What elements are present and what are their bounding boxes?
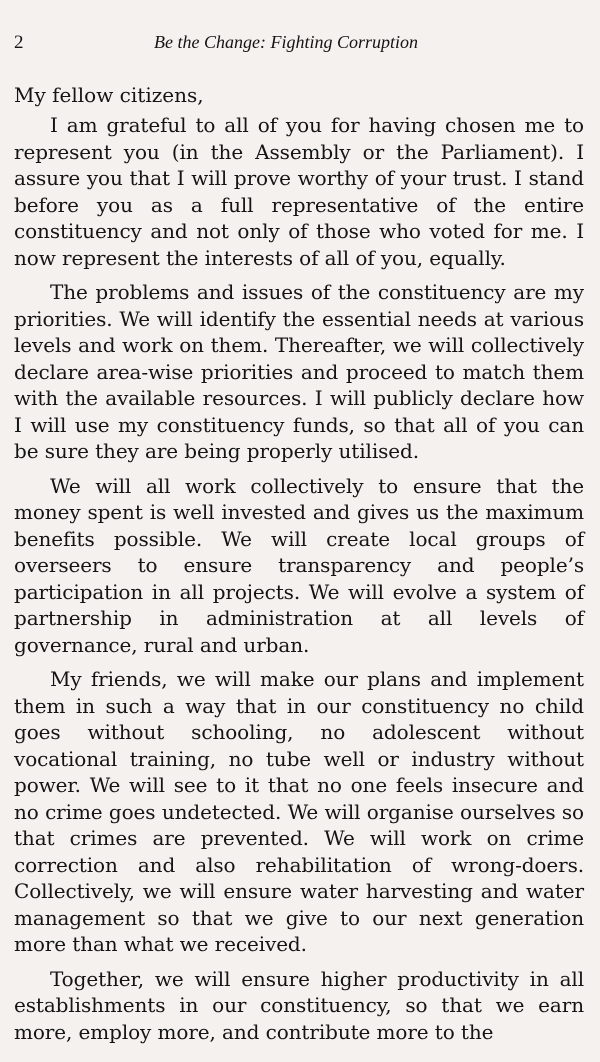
paragraph: The problems and issues of the constituency are my priorities. We will identify the essential needs at various levels and work on them. Thereafter, we will collectively declare area-wise priorities and proceed to match them with the available resources. I will publicly declare how I will use my constituency funds, so that all of you can be sure they are being properly utilised. — [14, 280, 584, 463]
salutation: My fellow citizens, — [14, 83, 204, 107]
page-header — [14, 32, 586, 56]
paragraph: I am grateful to all of you for having chosen me to represent you (in the Assembly or the Parliament). I assure you that I will prove worthy of your trust. I stand before you as a full representative of the entire constituency and not only of those who voted for me. I now represent the interests of all of you, equally. — [14, 113, 584, 270]
paragraph: Together, we will ensure higher productivity in all establishments in our constituency, so that we earn more, employ more, and contribute more to the — [14, 966, 584, 1044]
running-title: Be the Change: Fighting Corruption — [154, 32, 418, 52]
page-body — [14, 82, 584, 1053]
paragraph: We will all work collectively to ensure that the money spent is well invested and gives us the maximum benefits possible. We will create local groups of overseers to ensure transparency and people’s participation in all projects. We will evolve a system of partnership in administration at all levels of governance, rural and urban. — [14, 473, 584, 657]
paragraph: My friends, we will make our plans and implement them in such a way that in our constituency no child goes without schooling, no adolescent without vocational training, no tube well or industry without power. We will see to it that no one feels insecure and no crime goes undetected. We will organise ourselves so that crimes are prevented. We will work on crime correction and also rehabilitation of wrong-doers. Collectively, we will ensure water harvesting and water management so that we give to our next generation more than what we received. — [14, 667, 584, 956]
page-number: 2 — [14, 32, 24, 53]
